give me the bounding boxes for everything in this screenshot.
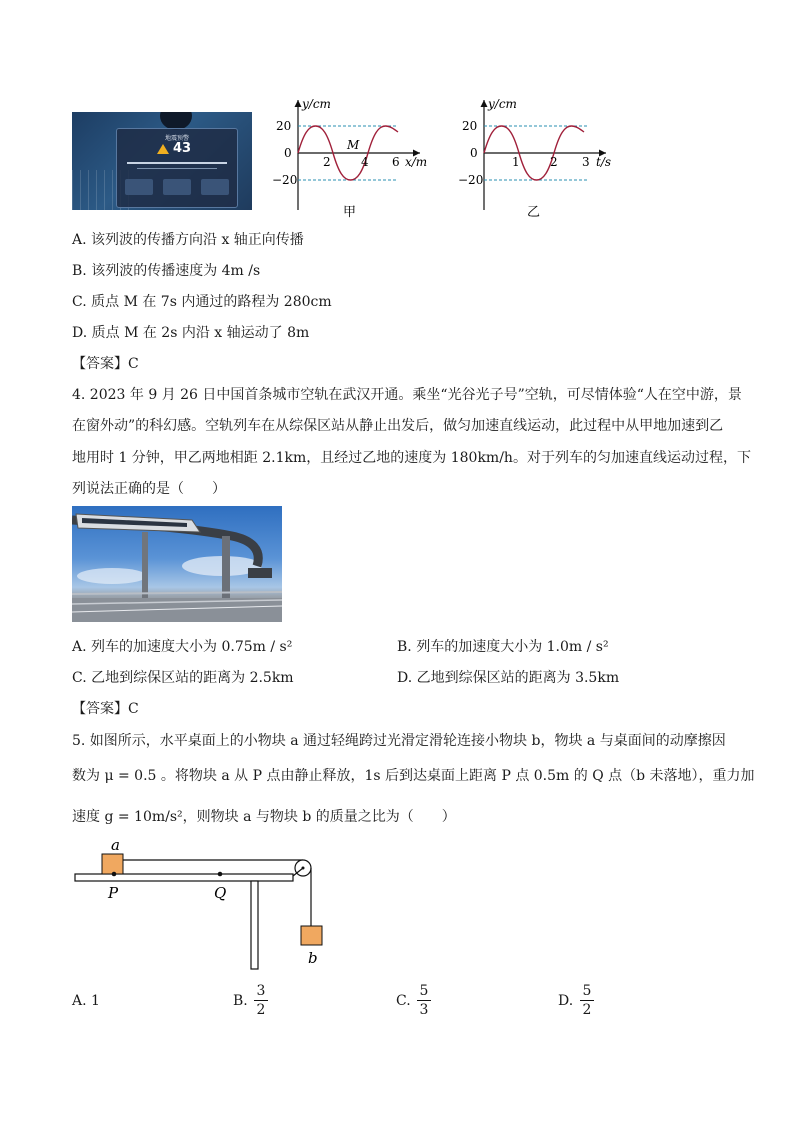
t-tick-3: 3 <box>582 155 590 169</box>
q5-option-c-label: C. <box>396 993 411 1009</box>
warning-text-bar-2 <box>137 168 217 169</box>
warning-triangle-icon <box>157 144 169 154</box>
q4-line-2: 在窗外动”的科幻感。空轨列车在从综保区站从静止出发后，做匀加速直线运动，此过程中从甲地加速到乙 <box>72 418 724 434</box>
y-tick-neg20: −20 <box>272 173 298 187</box>
q5-option-b-label: B. <box>233 993 248 1009</box>
x-axis-label: x/m <box>405 155 428 169</box>
q5-option-d-label: D. <box>558 993 574 1009</box>
block-a <box>102 854 123 874</box>
y-axis-label: y/cm <box>302 97 331 111</box>
warning-panel-title: 地震预警 <box>164 135 189 142</box>
q3-option-c: C. 质点 M 在 7s 内通过的路程为 280cm <box>72 294 332 310</box>
q5-option-b-denominator: 2 <box>256 1002 266 1018</box>
q5-option-c-fraction <box>417 983 431 1018</box>
q5-option-c-numerator: 5 <box>419 983 429 999</box>
label-a: a <box>111 838 120 854</box>
y-tick-neg20: −20 <box>458 173 484 187</box>
label-b: b <box>308 949 318 967</box>
q4-line-1: 4. 2023 年 9 月 26 日中国首条城市空轨在武汉开通。乘坐“光谷光子号”空轨，可尽情体验“人在空中游，景 <box>72 387 742 403</box>
point-M-label: M <box>347 138 360 152</box>
label-Q: Q <box>214 884 227 902</box>
x-tick-6: 6 <box>392 155 400 169</box>
warning-panel <box>116 128 238 208</box>
graph-caption-yi: 乙 <box>527 205 541 220</box>
q5-line-3: 速度 g = 10m/s²，则物块 a 与物块 b 的质量之比为（ ） <box>72 809 456 825</box>
q4-answer: 【答案】C <box>72 701 139 717</box>
q5-option-b-fraction <box>254 983 268 1018</box>
q5-option-a: A. 1 <box>72 993 100 1009</box>
y-tick-0: 0 <box>284 146 292 160</box>
table-leg <box>251 881 258 969</box>
point-Q <box>218 872 223 877</box>
q3-option-a: A. 该列波的传播方向沿 x 轴正向传播 <box>72 232 304 248</box>
warning-buttons <box>125 179 229 195</box>
sky-train-illustration <box>72 506 282 622</box>
t-tick-1: 1 <box>512 155 520 169</box>
earthquake-warning-photo <box>72 112 252 210</box>
wave-graph-jia <box>270 92 440 222</box>
y-axis-label: y/cm <box>488 97 517 111</box>
q4-option-c: C. 乙地到综保区站的距离为 2.5km <box>72 670 294 686</box>
q5-option-d-denominator: 2 <box>582 1002 592 1018</box>
sky-train-photo <box>72 506 282 622</box>
q5-option-d-numerator: 5 <box>582 983 592 999</box>
q4-option-d: D. 乙地到综保区站的距离为 3.5km <box>397 670 620 686</box>
q5-option-d-fraction <box>580 983 594 1018</box>
q3-answer: 【答案】C <box>72 356 139 372</box>
table-top <box>75 874 293 881</box>
q5-line-2: 数为 μ = 0.5 。将物块 a 从 P 点由静止释放，1s 后到达桌面上距离 P 点 0.5m 的 Q 点（b 未落地），重力加 <box>72 768 755 784</box>
y-tick-20: 20 <box>462 119 478 133</box>
warning-text-bar <box>127 162 227 164</box>
q5-option-c-denominator: 3 <box>419 1002 429 1018</box>
q3-option-d: D. 质点 M 在 2s 内沿 x 轴运动了 8m <box>72 325 310 341</box>
t-tick-2: 2 <box>550 155 558 169</box>
x-tick-2: 2 <box>323 155 331 169</box>
q5-line-1: 5. 如图所示，水平桌面上的小物块 a 通过轻绳跨过光滑定滑轮连接小物块 b，物块 a 与桌面间的动摩擦因 <box>72 733 726 749</box>
wave-graph-yi <box>456 92 626 222</box>
graph-caption-jia: 甲 <box>343 205 357 220</box>
y-tick-0: 0 <box>470 146 478 160</box>
q4-option-a: A. 列车的加速度大小为 0.75m / s² <box>72 639 293 655</box>
warning-countdown: 43 <box>173 141 192 156</box>
label-P: P <box>108 884 119 902</box>
t-axis-label: t/s <box>596 155 612 169</box>
x-tick-4: 4 <box>361 155 369 169</box>
q3-option-b: B. 该列波的传播速度为 4m /s <box>72 263 261 279</box>
y-tick-20: 20 <box>276 119 292 133</box>
q4-line-4: 列说法正确的是（ ） <box>72 481 226 497</box>
pulley-figure <box>70 838 340 978</box>
point-P <box>112 872 117 877</box>
q4-line-3: 地用时 1 分钟，甲乙两地相距 2.1km，且经过乙地的速度为 180km/h。对于列车的匀加速直线运动过程，下 <box>72 450 751 466</box>
q5-option-b-numerator: 3 <box>256 983 266 999</box>
block-b <box>301 926 322 945</box>
q4-option-b: B. 列车的加速度大小为 1.0m / s² <box>397 639 609 655</box>
